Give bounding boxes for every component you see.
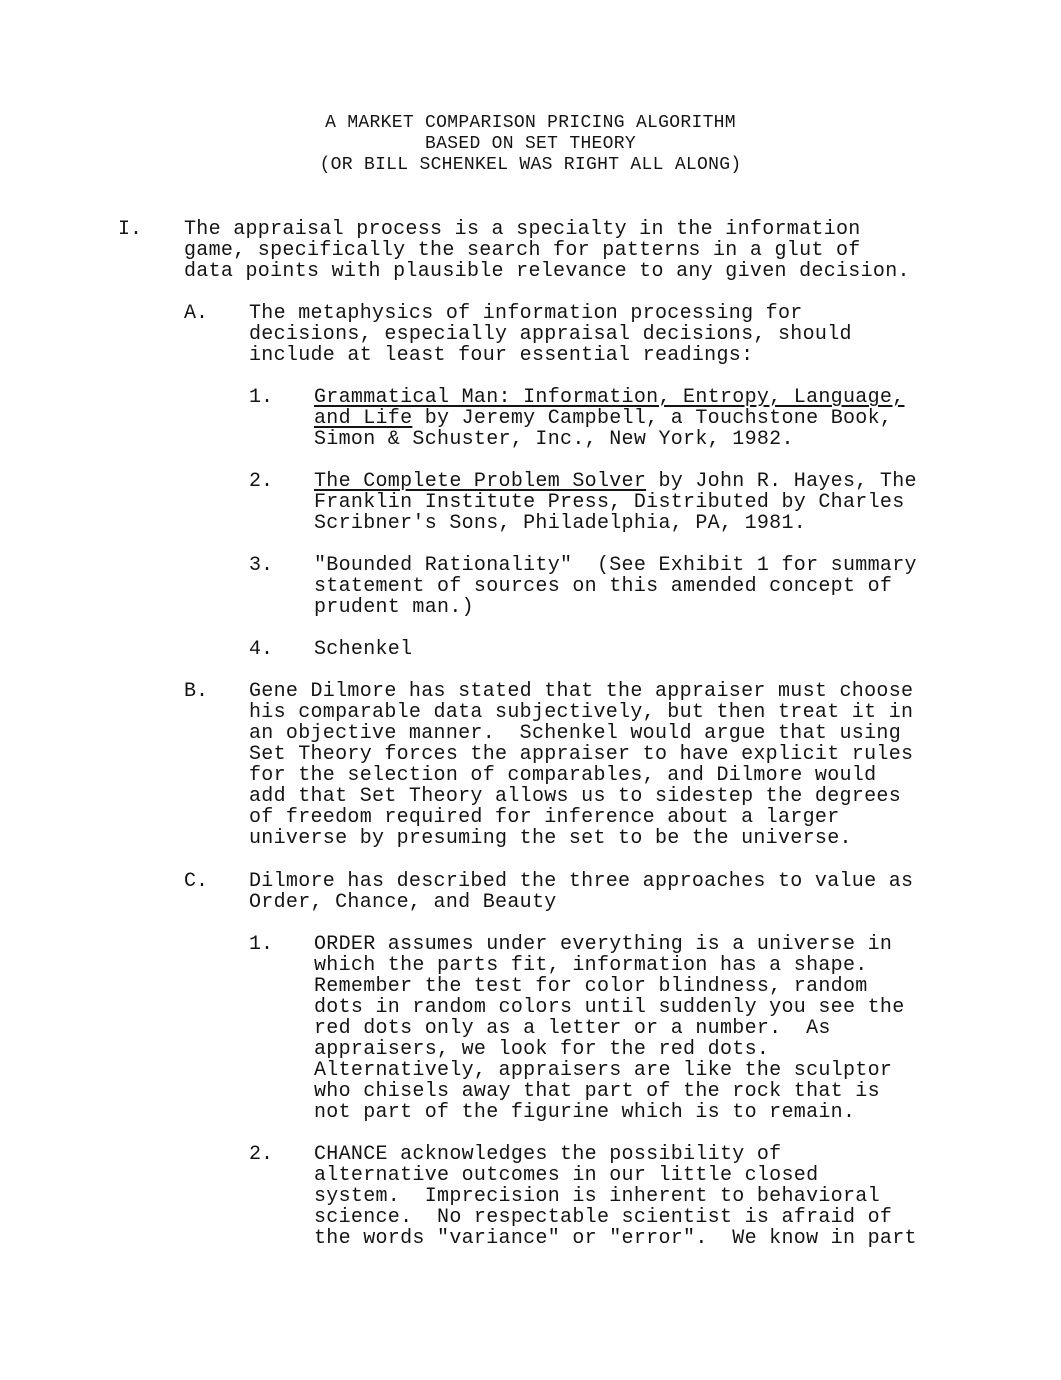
paragraph-line: Remember the test for color blindness, random [314,975,868,998]
section-marker: I. [118,218,143,241]
paragraph-line: an objective manner. Schenkel would argue that using [249,722,902,745]
paragraph-line: Simon & Schuster, Inc., New York, 1982. [314,428,794,451]
paragraph-line: Dilmore has described the three approaches to value as [249,870,914,893]
paragraph-line: Schenkel [314,638,413,661]
citation-text: by Jeremy Campbell, a Touchstone Book, [412,407,893,430]
paragraph-line: Gene Dilmore has stated that the appraiser must choose [249,680,914,703]
paragraph-line: statement of sources on this amended concept of [314,575,893,598]
item-marker: 2. [249,1143,274,1166]
item-marker: 1. [249,386,274,409]
paragraph-line: ORDER assumes under everything is a universe in [314,933,893,956]
section-marker: B. [184,680,209,703]
paragraph-line: not part of the figurine which is to remain. [314,1101,856,1124]
paragraph-line: CHANCE acknowledges the possibility of [314,1143,782,1166]
paragraph-line: for the selection of comparables, and Dilmore would [249,764,877,787]
paragraph-line: who chisels away that part of the rock that is [314,1080,880,1103]
paragraph-line: which the parts fit, information has a shape. [314,954,868,977]
section-marker: A. [184,302,209,325]
paragraph-line: science. No respectable scientist is afraid of [314,1206,893,1229]
item-marker: 1. [249,933,274,956]
paragraph-line: the words "variance" or "error". We know in part [314,1227,917,1250]
item-marker: 2. [249,470,274,493]
paragraph-line: Set Theory forces the appraiser to have explicit rules [249,743,914,766]
item-marker: 3. [249,554,274,577]
paragraph-line: Franklin Institute Press, Distributed by Charles [314,491,905,514]
paragraph-line: decisions, especially appraisal decisions, should [249,323,852,346]
section-marker: C. [184,870,209,893]
paragraph-line: dots in random colors until suddenly you see the [314,996,905,1019]
paragraph-line: game, specifically the search for patterns in a glut of [184,239,861,262]
paragraph-line: alternative outcomes in our little closed [314,1164,819,1187]
paragraph-line: include at least four essential readings: [249,344,754,367]
paragraph-line: appraisers, we look for the red dots. [314,1038,770,1061]
paragraph-line [314,408,892,429]
paragraph-line [314,471,917,492]
title-line: BASED ON SET THEORY [425,134,636,154]
paragraph-line: add that Set Theory allows us to sidestep the degrees [249,785,902,808]
paragraph-line: "Bounded Rationality" (See Exhibit 1 for summary [314,554,917,577]
paragraph-line: universe by presuming the set to be the universe. [249,827,852,850]
paragraph-line: of freedom required for inference about a larger [249,806,840,829]
paragraph-line: Alternatively, appraisers are like the sculptor [314,1059,893,1082]
paragraph-line: The metaphysics of information processing for [249,302,803,325]
paragraph-line: system. Imprecision is inherent to behavioral [314,1185,880,1208]
paragraph-line: data points with plausible relevance to any given decision. [184,260,910,283]
paragraph-line: his comparable data subjectively, but then treat it in [249,701,914,724]
paragraph-line: Order, Chance, and Beauty [249,891,557,914]
book-title: The Complete Problem Solver [314,470,647,493]
title-line: (OR BILL SCHENKEL WAS RIGHT ALL ALONG) [319,155,742,175]
paragraph-line: prudent man.) [314,596,474,619]
paragraph-line: Scribner's Sons, Philadelphia, PA, 1981. [314,512,807,535]
paragraph-line: The appraisal process is a specialty in the information [184,218,861,241]
citation-text: by John R. Hayes, The [646,470,917,493]
item-marker: 4. [249,638,274,661]
paragraph-line: red dots only as a letter or a number. As [314,1017,831,1040]
title-line: A MARKET COMPARISON PRICING ALGORITHM [325,113,736,133]
book-title: Grammatical Man: Information, Entropy, Language, [314,386,905,409]
book-title: and Life [314,407,413,430]
